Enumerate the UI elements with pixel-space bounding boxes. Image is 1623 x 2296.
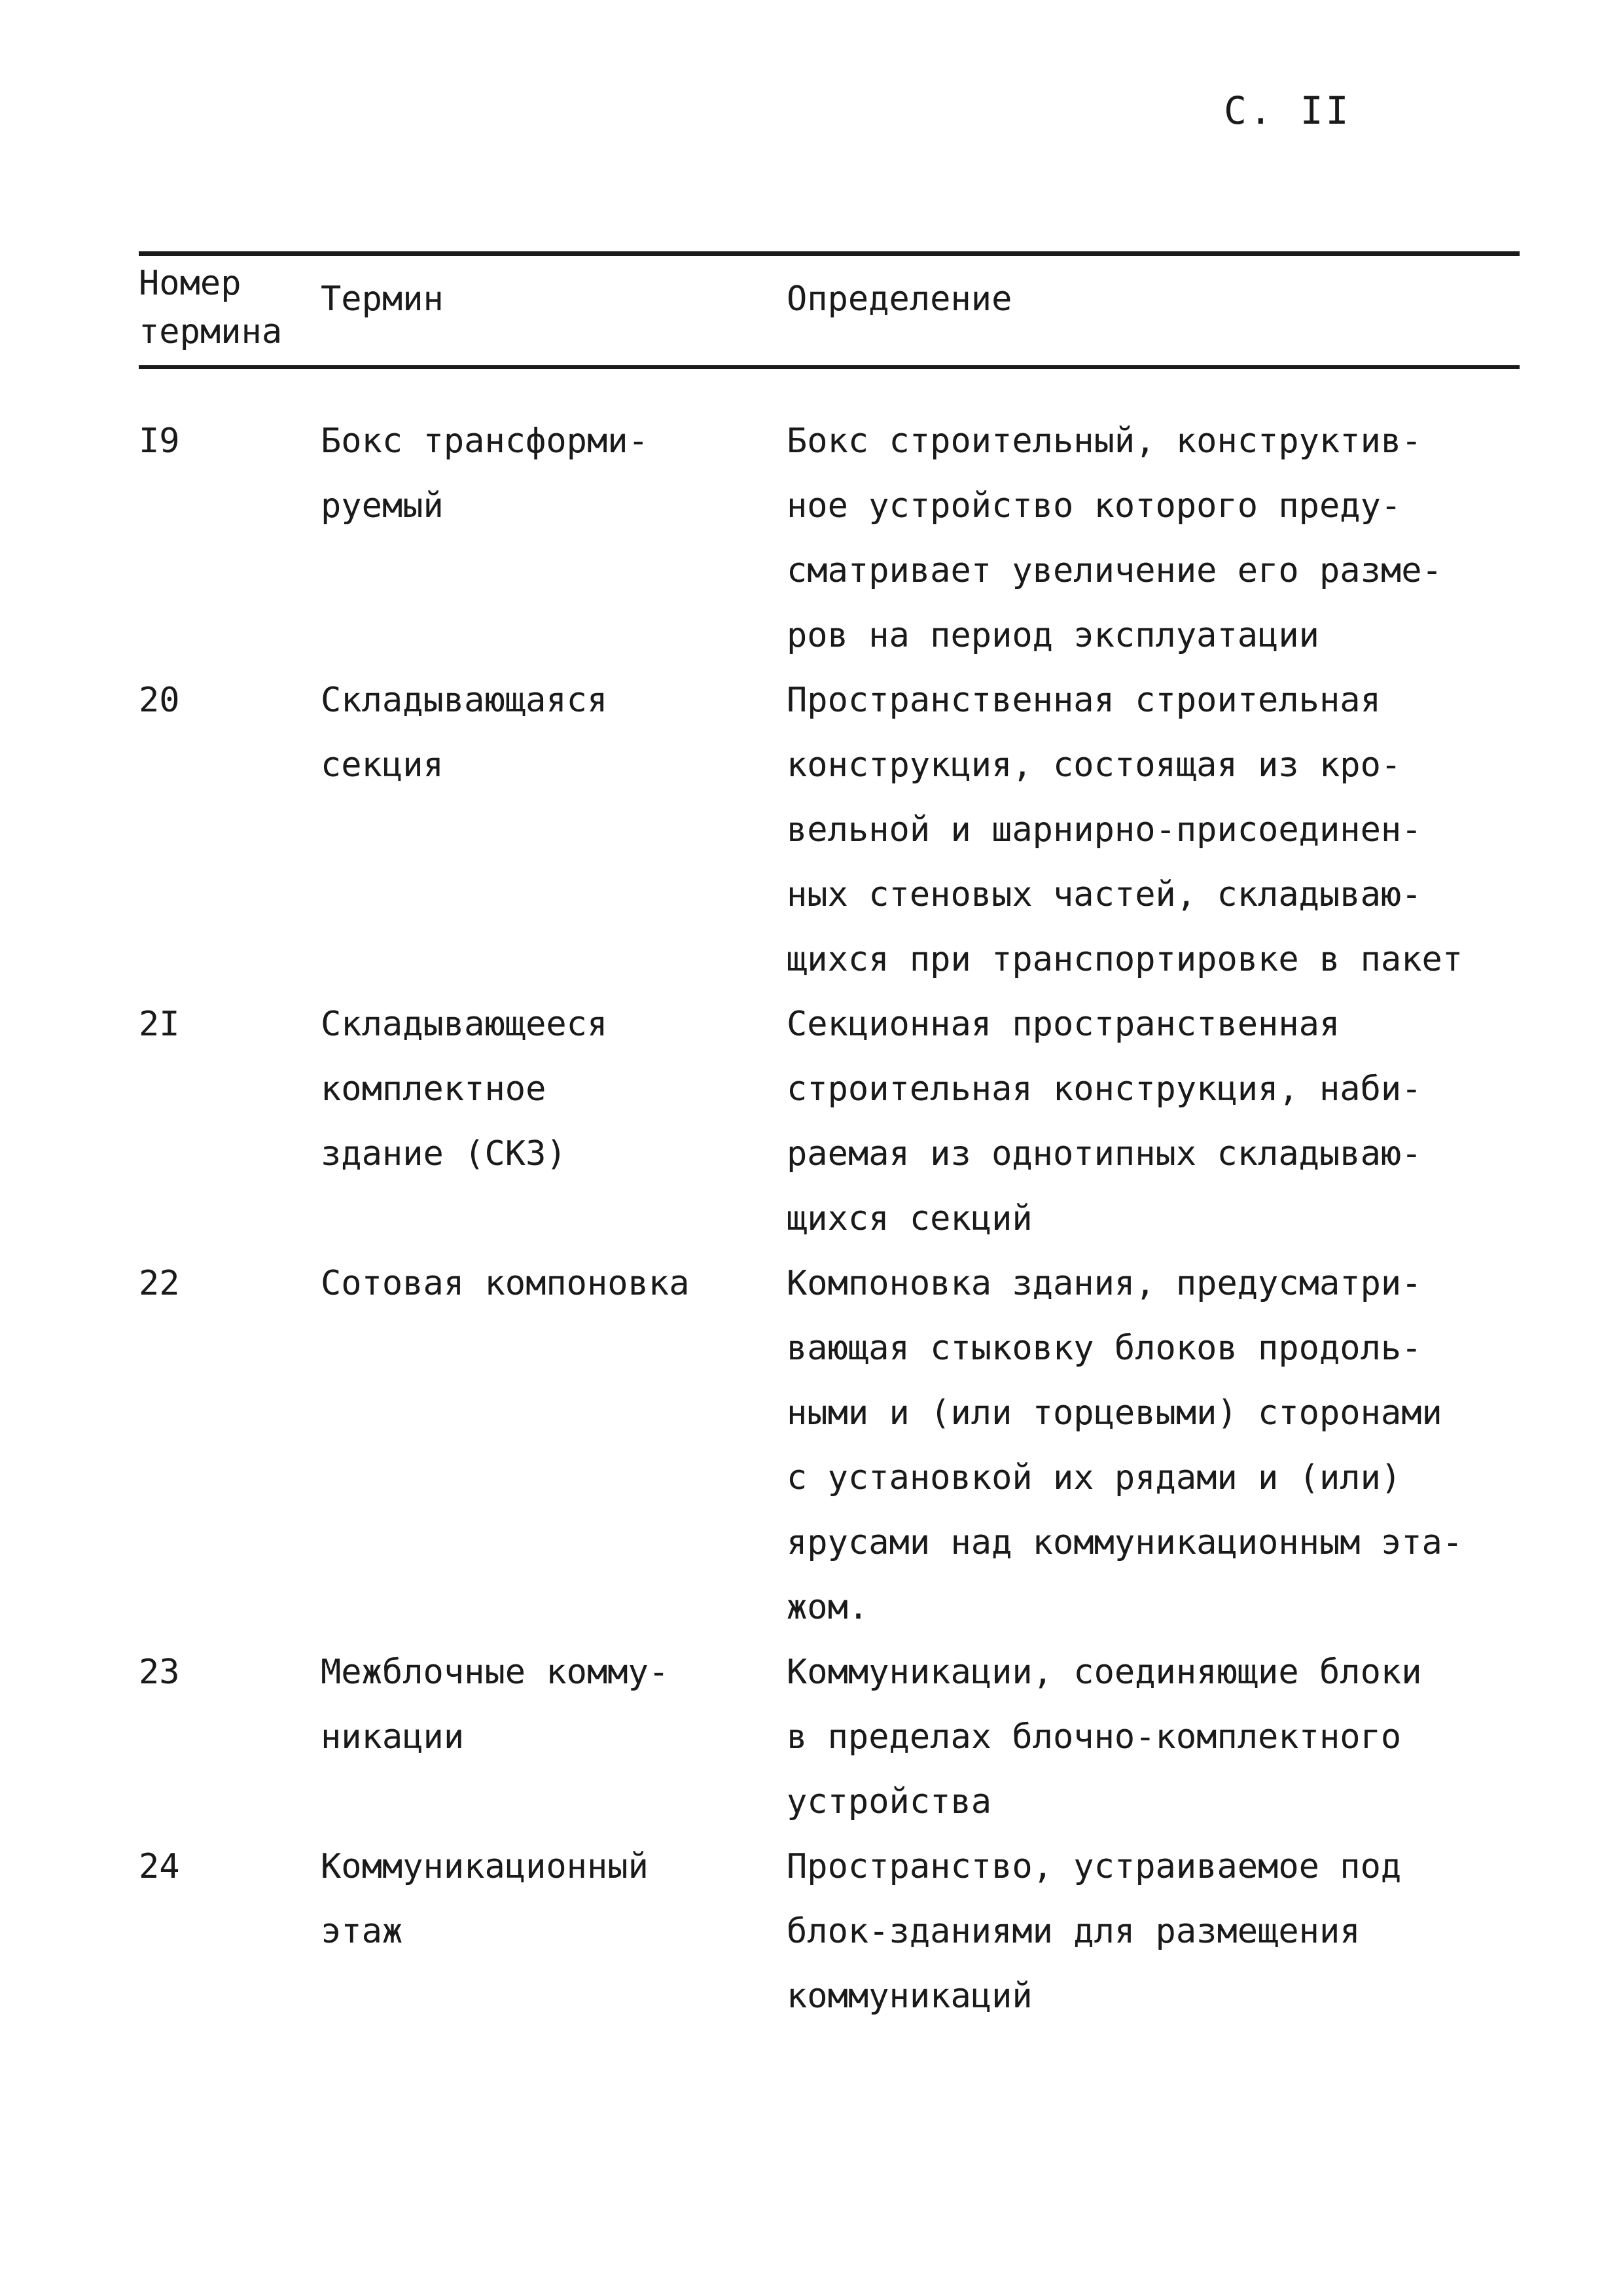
header-term: Термин [321,279,444,319]
page-number: С. II [1224,88,1351,133]
header-term-number: Номер термина [139,264,283,351]
term-number: 23 [139,1653,180,1692]
term-number: 2I [139,1005,180,1044]
term-name: Межблочные комму- никации [321,1653,669,1757]
term-name: Складывающееся комплектное здание (СКЗ) [321,1005,608,1174]
table-top-rule [139,251,1520,256]
table-row [0,1251,1623,1640]
term-definition: Пространственная строительная конструкция, состоящая из кро- вельной и шарнирно-присоединен- ных стеновых частей, складываю- щихся при транспортировке в пакет [787,681,1463,979]
table-body [0,409,1623,2029]
term-name: Сотовая компоновка [321,1264,690,1303]
header-definition: Определение [787,279,1012,319]
term-definition: Компоновка здания, предусматри- вающая стыковку блоков продоль- ными и (или торцевыми) сторонами с установкой их рядами и (или) ярусами над коммуникационным эта- жом. [787,1264,1463,1627]
table-row [0,1640,1623,1835]
term-definition: Секционная пространственная строительная конструкция, наби- раемая из однотипных складываю- щихся секций [787,1005,1422,1238]
table-row [0,409,1623,668]
table-row [0,668,1623,992]
term-number: I9 [139,422,180,461]
term-number: 22 [139,1264,180,1303]
term-name: Бокс трансформи- руемый [321,422,649,526]
term-name: Коммуникационный этаж [321,1847,649,1951]
term-definition: Бокс строительный, конструктив- ное устройство которого преду- сматривает увеличение его разме- ров на период эксплуатации [787,422,1442,655]
table-header-rule [139,365,1520,369]
term-number: 20 [139,681,180,720]
table-row [0,1835,1623,2029]
table-row [0,992,1623,1251]
term-number: 24 [139,1847,180,1886]
term-definition: Коммуникации, соединяющие блоки в пределах блочно-комплектного устройства [787,1653,1422,1821]
term-definition: Пространство, устраиваемое под блок-зданиями для размещения коммуникаций [787,1847,1402,2016]
term-name: Складывающаяся секция [321,681,608,785]
